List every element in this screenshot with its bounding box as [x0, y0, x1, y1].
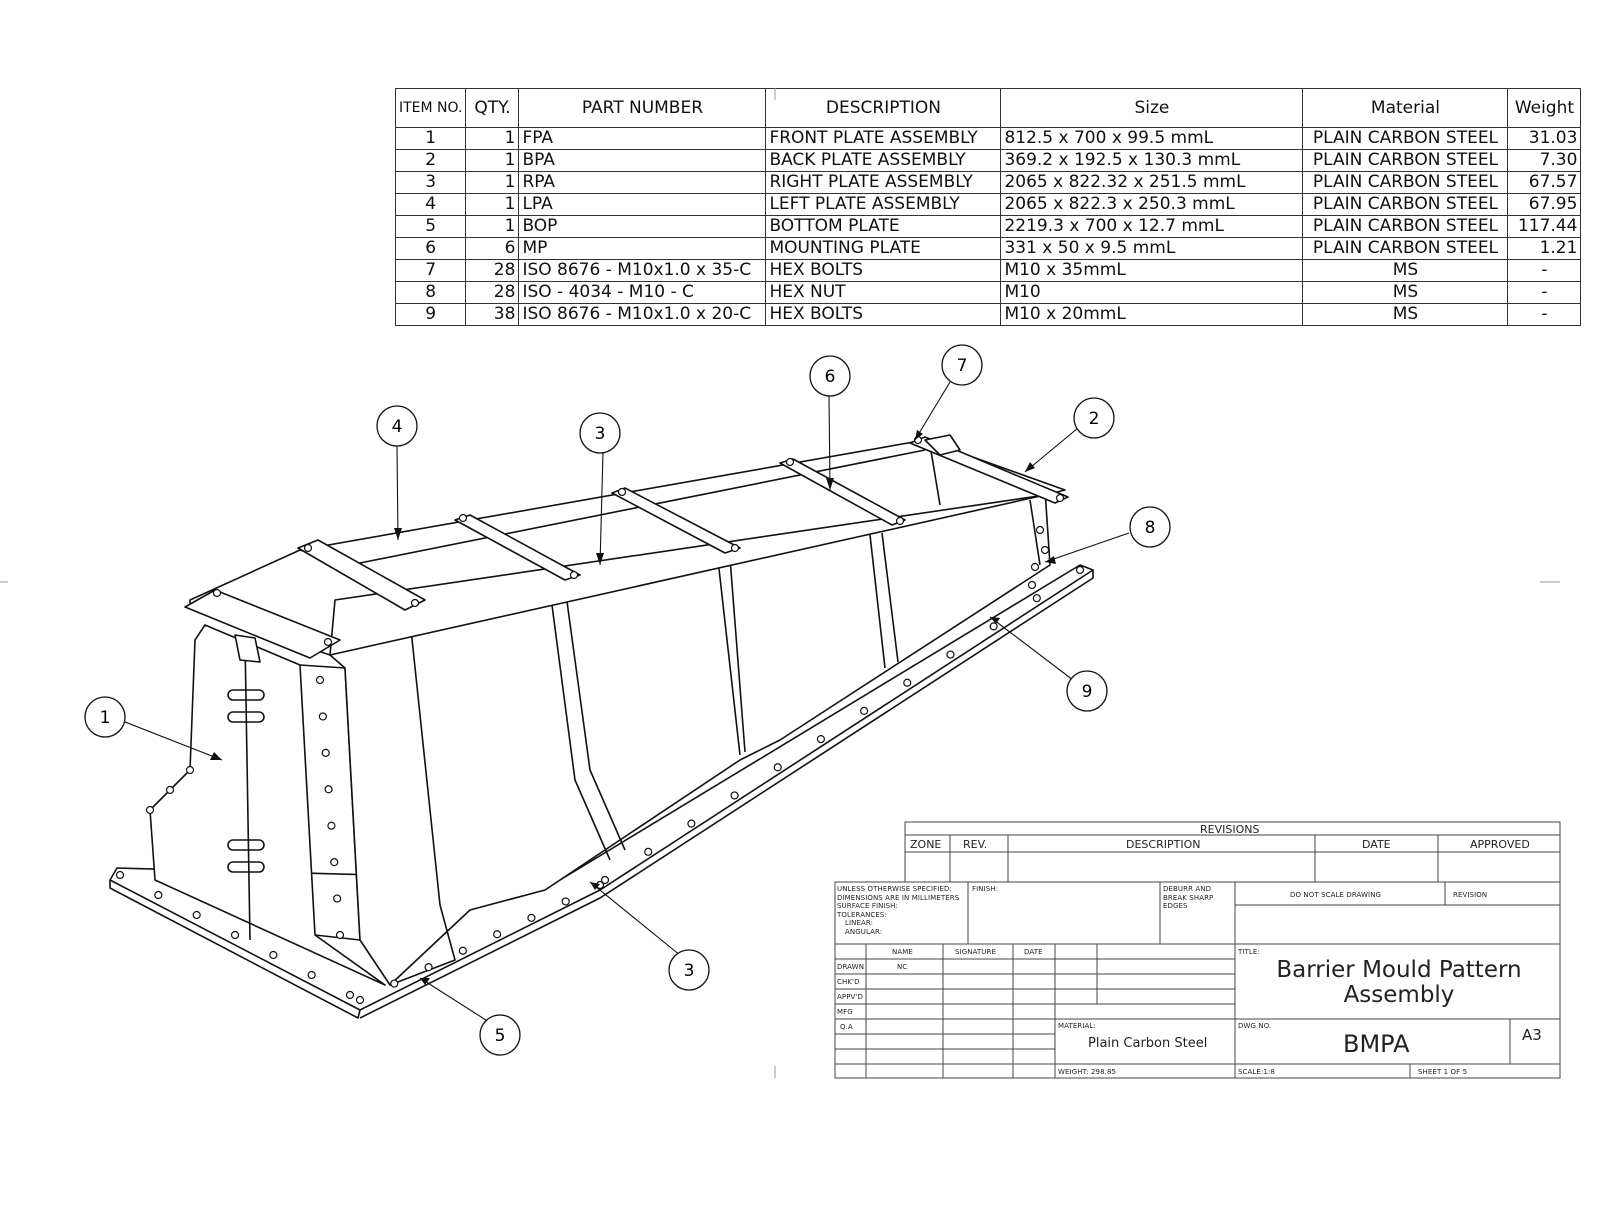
- bolt-head: [1077, 567, 1084, 574]
- bom-material-cell: MS: [1303, 260, 1508, 282]
- bom-size-cell: 369.2 x 192.5 x 130.3 mmL: [1001, 150, 1303, 172]
- bolt-head: [528, 914, 535, 921]
- bom-weight-cell: 117.44: [1508, 216, 1581, 238]
- bolt-head: [331, 859, 338, 866]
- bolt-head: [990, 623, 997, 630]
- bolt-head: [732, 545, 739, 552]
- role-qa: Q.A: [840, 1023, 853, 1031]
- bolt-head: [947, 651, 954, 658]
- bom-material-cell: PLAIN CARBON STEEL: [1303, 150, 1508, 172]
- bom-material-cell: MS: [1303, 304, 1508, 326]
- bom-item-cell: 1: [396, 128, 466, 150]
- revisions-description: DESCRIPTION: [1126, 838, 1201, 851]
- bom-size-cell: 2065 x 822.32 x 251.5 mmL: [1001, 172, 1303, 194]
- bom-weight-cell: -: [1508, 304, 1581, 326]
- balloon-label: 5: [494, 1026, 506, 1046]
- bom-qty-cell: 1: [466, 216, 519, 238]
- bom-part-cell: RPA: [519, 172, 766, 194]
- revisions-title: REVISIONS: [1200, 823, 1260, 836]
- sheet-size: A3: [1522, 1026, 1542, 1044]
- header-size: Size: [1001, 89, 1303, 128]
- balloon-label: 3: [683, 961, 695, 981]
- balloon-item-6: [810, 356, 850, 396]
- bom-size-cell: 2219.3 x 700 x 12.7 mmL: [1001, 216, 1303, 238]
- bolt-head: [897, 518, 904, 525]
- bom-size-cell: M10 x 35mmL: [1001, 260, 1303, 282]
- bolt-head: [1042, 547, 1049, 554]
- header-qty: QTY.: [466, 89, 519, 128]
- balloon-label: 3: [594, 424, 606, 444]
- balloon-label: 7: [956, 356, 968, 376]
- bom-qty-cell: 1: [466, 172, 519, 194]
- header-part-number: PART NUMBER: [519, 89, 766, 128]
- bolt-head: [391, 980, 398, 987]
- col-name: NAME: [892, 948, 913, 956]
- bolt-head: [317, 677, 324, 684]
- bolt-head: [337, 932, 344, 939]
- balloon-label: 9: [1081, 682, 1093, 702]
- bolt-head: [214, 590, 221, 597]
- col-date: DATE: [1024, 948, 1043, 956]
- title-label: TITLE:: [1238, 948, 1260, 956]
- bom-item-cell: 2: [396, 150, 466, 172]
- bolt-head: [270, 952, 277, 959]
- bolt-head: [357, 997, 364, 1004]
- bolt-head: [305, 545, 312, 552]
- material-value: Plain Carbon Steel: [1088, 1036, 1208, 1051]
- dwg-no: BMPA: [1343, 1030, 1410, 1058]
- col-signature: SIGNATURE: [955, 948, 996, 956]
- balloon-label: 4: [391, 417, 403, 437]
- balloon-item-9: [1067, 671, 1107, 711]
- balloon-label: 1: [99, 708, 111, 728]
- role-approved: APPV'D: [837, 993, 863, 1001]
- bom-part-cell: BPA: [519, 150, 766, 172]
- header-material: Material: [1303, 89, 1508, 128]
- bom-item-cell: 3: [396, 172, 466, 194]
- bom-part-cell: ISO 8676 - M10x1.0 x 20-C: [519, 304, 766, 326]
- bom-description-cell: FRONT PLATE ASSEMBLY: [766, 128, 1001, 150]
- bom-item-cell: 6: [396, 238, 466, 260]
- balloon-label: 6: [824, 367, 836, 387]
- bom-material-cell: MS: [1303, 282, 1508, 304]
- bolt-head: [193, 912, 200, 919]
- bolt-head: [904, 679, 911, 686]
- bolt-head: [731, 792, 738, 799]
- bolt-head: [155, 892, 162, 899]
- bom-size-cell: 812.5 x 700 x 99.5 mmL: [1001, 128, 1303, 150]
- bom-qty-cell: 28: [466, 260, 519, 282]
- role-drawn: DRAWN: [837, 963, 865, 971]
- bolt-head: [619, 489, 626, 496]
- bom-item-cell: 7: [396, 260, 466, 282]
- bom-weight-cell: 1.21: [1508, 238, 1581, 260]
- bom-material-cell: PLAIN CARBON STEEL: [1303, 194, 1508, 216]
- balloon-item-7: [942, 345, 982, 385]
- bolt-head: [571, 572, 578, 579]
- material-label: MATERIAL:: [1058, 1022, 1096, 1030]
- balloon-label: 2: [1088, 409, 1100, 429]
- bom-description-cell: HEX NUT: [766, 282, 1001, 304]
- balloon-item-2: [1074, 398, 1114, 438]
- balloon-item-3: [669, 950, 709, 990]
- bolt-head: [117, 872, 124, 879]
- bolt-head: [460, 515, 467, 522]
- revisions-date: DATE: [1362, 838, 1391, 851]
- bom-qty-cell: 1: [466, 194, 519, 216]
- bom-qty-cell: 1: [466, 150, 519, 172]
- bom-item-cell: 4: [396, 194, 466, 216]
- bom-description-cell: BACK PLATE ASSEMBLY: [766, 150, 1001, 172]
- drawing-title: Barrier Mould Pattern Assembly: [1276, 957, 1522, 1008]
- balloon-label: 8: [1144, 518, 1156, 538]
- bom-description-cell: HEX BOLTS: [766, 260, 1001, 282]
- bom-weight-cell: 7.30: [1508, 150, 1581, 172]
- bom-description-cell: HEX BOLTS: [766, 304, 1001, 326]
- role-mfg: MFG: [837, 1008, 853, 1016]
- revision-label: REVISION: [1453, 891, 1488, 899]
- bolt-head: [1037, 527, 1044, 534]
- role-checked: CHK'D: [837, 978, 860, 986]
- bom-qty-cell: 38: [466, 304, 519, 326]
- finish-label: FINISH:: [972, 885, 999, 893]
- bolt-head: [147, 807, 154, 814]
- bom-part-cell: BOP: [519, 216, 766, 238]
- bolt-head: [347, 992, 354, 999]
- bolt-head: [325, 639, 332, 646]
- header-weight: Weight: [1508, 89, 1581, 128]
- bolt-head: [232, 932, 239, 939]
- bolt-head: [167, 787, 174, 794]
- do-not-scale-note: DO NOT SCALE DRAWING: [1290, 891, 1382, 899]
- bolt-head: [187, 767, 194, 774]
- bolt-head: [425, 964, 432, 971]
- balloon-item-1: [85, 697, 125, 737]
- dwg-no-label: DWG NO.: [1238, 1022, 1272, 1030]
- bolt-head: [787, 459, 794, 466]
- bolt-head: [774, 764, 781, 771]
- bolt-head: [861, 707, 868, 714]
- weight-label: WEIGHT: 298.85: [1058, 1068, 1117, 1076]
- bom-item-cell: 5: [396, 216, 466, 238]
- scale-label: SCALE:1:8: [1238, 1068, 1275, 1076]
- drawn-name: NC: [897, 963, 908, 971]
- bolt-head: [562, 898, 569, 905]
- bom-material-cell: PLAIN CARBON STEEL: [1303, 238, 1508, 260]
- bolt-head: [322, 749, 329, 756]
- balloon-item-8: [1130, 507, 1170, 547]
- bolt-head: [328, 822, 335, 829]
- bom-item-cell: 8: [396, 282, 466, 304]
- bom-material-cell: PLAIN CARBON STEEL: [1303, 128, 1508, 150]
- bolt-head: [459, 947, 466, 954]
- bom-part-cell: MP: [519, 238, 766, 260]
- header-description: DESCRIPTION: [766, 89, 1001, 128]
- revisions-approved: APPROVED: [1470, 838, 1530, 851]
- bom-weight-cell: -: [1508, 282, 1581, 304]
- bolt-head: [319, 713, 326, 720]
- bom-part-cell: LPA: [519, 194, 766, 216]
- bom-size-cell: M10 x 20mmL: [1001, 304, 1303, 326]
- sheet-label: SHEET 1 OF 5: [1418, 1068, 1468, 1076]
- balloon-item-4: [377, 406, 417, 446]
- bom-qty-cell: 1: [466, 128, 519, 150]
- bom-weight-cell: 31.03: [1508, 128, 1581, 150]
- balloon-item-5: [480, 1015, 520, 1055]
- bom-item-cell: 9: [396, 304, 466, 326]
- bolt-head: [1057, 495, 1064, 502]
- bom-qty-cell: 6: [466, 238, 519, 260]
- bolt-head: [334, 895, 341, 902]
- revisions-rev: REV.: [963, 838, 988, 851]
- bolt-head: [412, 600, 419, 607]
- bom-qty-cell: 28: [466, 282, 519, 304]
- bom-weight-cell: 67.57: [1508, 172, 1581, 194]
- bom-size-cell: 2065 x 822.3 x 250.3 mmL: [1001, 194, 1303, 216]
- bom-part-cell: FPA: [519, 128, 766, 150]
- bom-description-cell: BOTTOM PLATE: [766, 216, 1001, 238]
- bom-description-cell: MOUNTING PLATE: [766, 238, 1001, 260]
- bolt-head: [1033, 595, 1040, 602]
- bom-description-cell: RIGHT PLATE ASSEMBLY: [766, 172, 1001, 194]
- bom-part-cell: ISO 8676 - M10x1.0 x 35-C: [519, 260, 766, 282]
- bom-weight-cell: -: [1508, 260, 1581, 282]
- general-notes: UNLESS OTHERWISE SPECIFIED: DIMENSIONS ARE IN MILLIMETERS SURFACE FINISH: TOLERANCES: LINEAR: ANGULAR:: [837, 885, 960, 936]
- bolt-head: [308, 972, 315, 979]
- bolt-head: [1032, 564, 1039, 571]
- balloon-item-3: [580, 413, 620, 453]
- bolt-head: [645, 848, 652, 855]
- bom-material-cell: PLAIN CARBON STEEL: [1303, 216, 1508, 238]
- bom-material-cell: PLAIN CARBON STEEL: [1303, 172, 1508, 194]
- bolt-head: [1029, 582, 1036, 589]
- bolt-head: [494, 931, 501, 938]
- bolt-head: [602, 877, 609, 884]
- bom-size-cell: M10: [1001, 282, 1303, 304]
- bom-description-cell: LEFT PLATE ASSEMBLY: [766, 194, 1001, 216]
- bom-part-cell: ISO - 4034 - M10 - C: [519, 282, 766, 304]
- bolt-head: [688, 820, 695, 827]
- bolt-head: [325, 786, 332, 793]
- deburr-note: DEBURR AND BREAK SHARP EDGES: [1163, 885, 1214, 910]
- revisions-zone: ZONE: [910, 838, 942, 851]
- bom-size-cell: 331 x 50 x 9.5 mmL: [1001, 238, 1303, 260]
- header-item-no: ITEM NO.: [396, 89, 466, 128]
- bom-weight-cell: 67.95: [1508, 194, 1581, 216]
- bolt-head: [817, 736, 824, 743]
